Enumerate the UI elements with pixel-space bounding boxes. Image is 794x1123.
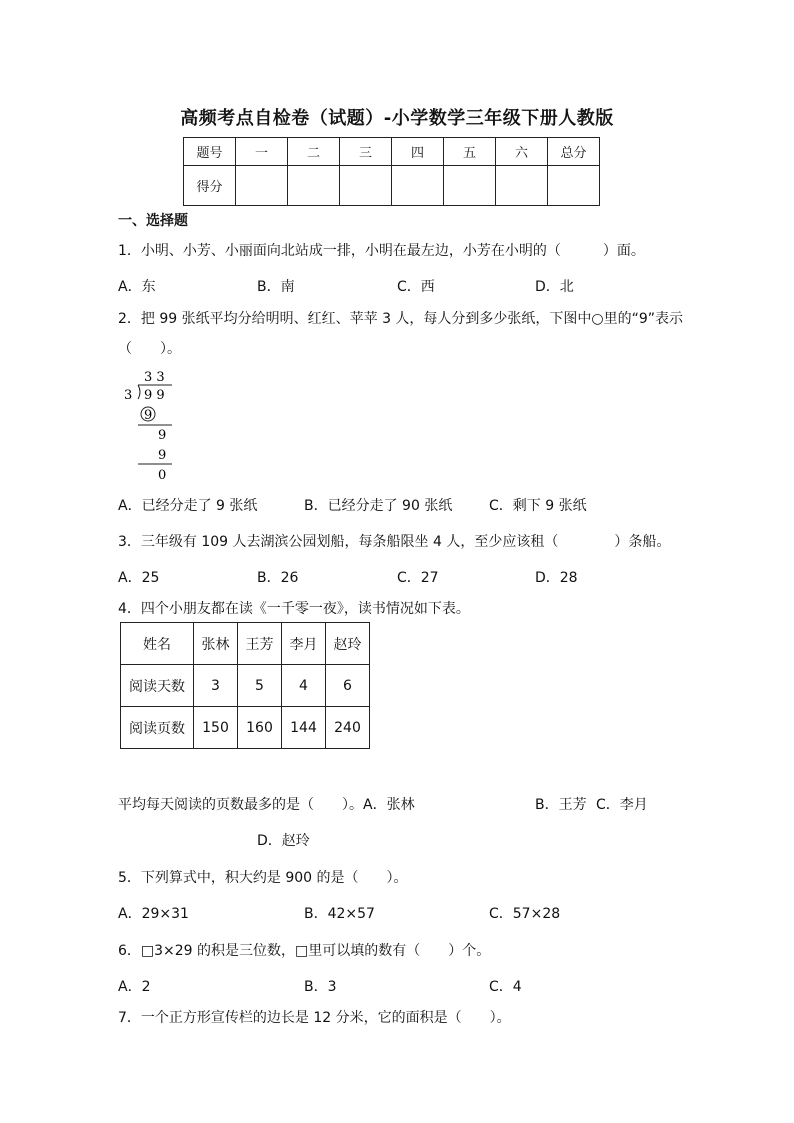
q3-option-d: D．28: [535, 570, 578, 586]
division-divisor: 3: [124, 388, 133, 403]
q5-option-a: A．29×31: [118, 906, 189, 922]
reading-table-header: [121, 623, 370, 665]
score-blank-cell: [444, 166, 496, 206]
reading-cell: 6: [326, 665, 370, 707]
reading-header-cell: 赵玲: [326, 623, 370, 665]
score-blank-cell: [340, 166, 392, 206]
division-step-2: 9: [158, 428, 167, 443]
q6-option-c: C．4: [489, 979, 522, 995]
reading-cell: 240: [326, 707, 370, 749]
division-step-3: 9: [158, 448, 167, 463]
q3-option-b: B．26: [257, 570, 299, 586]
q2-option-b: B．已经分走了 90 张纸: [304, 498, 453, 514]
q1-option-b: B．南: [257, 279, 295, 295]
score-blank-cell: [236, 166, 288, 206]
reading-header-cell: 姓名: [121, 623, 194, 665]
q2-option-c: C．剩下 9 张纸: [489, 498, 587, 514]
q6-option-b: B．3: [304, 979, 337, 995]
reading-cell: 160: [238, 707, 282, 749]
score-row-label: 得分: [184, 166, 236, 206]
q3-option-a: A．25: [118, 570, 160, 586]
score-blank-cell: [548, 166, 600, 206]
q1-option-d: D．北: [535, 279, 574, 295]
table-row: [121, 665, 370, 707]
reading-header-cell: 张林: [194, 623, 238, 665]
division-remainder: 0: [158, 468, 167, 483]
question-7-text: 7．一个正方形宣传栏的边长是 12 分米，它的面积是（ ）。: [118, 1010, 511, 1026]
q4-option-b: B．王芳: [535, 797, 587, 813]
q6-option-a: A．2: [118, 979, 151, 995]
q2-option-a: A．已经分走了 9 张纸: [118, 498, 258, 514]
reading-row-label: 阅读页数: [121, 707, 194, 749]
score-table: [183, 137, 600, 206]
score-header-cell: 四: [392, 138, 444, 166]
division-quotient: 3 3: [144, 370, 165, 385]
q5-option-b: B．42×57: [304, 906, 375, 922]
score-header-row: [184, 138, 600, 166]
reading-header-cell: 李月: [282, 623, 326, 665]
question-6-text: 6．□3×29 的积是三位数，□里可以填的数有（ ）个。: [118, 943, 491, 959]
table-row: [121, 707, 370, 749]
score-value-row: [184, 166, 600, 206]
question-3-text: 3．三年级有 109 人去湖滨公园划船，每条船限坐 4 人，至少应该租（ ）条船。: [118, 534, 671, 550]
score-blank-cell: [392, 166, 444, 206]
q1-option-c: C．西: [397, 279, 435, 295]
question-5-text: 5．下列算式中，积大约是 900 的是（ ）。: [118, 870, 408, 886]
section-heading: 一、选择题: [118, 213, 188, 229]
division-bracket: [138, 385, 140, 399]
q4-option-c: C．李月: [596, 797, 648, 813]
question-2-text-cont: （ ）。: [118, 341, 181, 357]
score-header-cell: 题号: [184, 138, 236, 166]
reading-cell: 144: [282, 707, 326, 749]
score-header-cell: 一: [236, 138, 288, 166]
reading-row-label: 阅读天数: [121, 665, 194, 707]
question-2-text: 2．把 99 张纸平均分给明明、红红、苹苹 3 人，每人分到多少张纸，下图中○里的“9”表示: [118, 311, 684, 327]
long-division-figure: [118, 367, 188, 483]
question-4-text: 4．四个小朋友都在读《一千零一夜》，读书情况如下表。: [118, 601, 470, 617]
division-circled-digit: 9: [144, 408, 153, 423]
reading-cell: 5: [238, 665, 282, 707]
score-header-cell: 五: [444, 138, 496, 166]
q3-option-c: C．27: [397, 570, 439, 586]
score-header-cell: 总分: [548, 138, 600, 166]
division-dividend: 9 9: [144, 388, 165, 403]
q1-option-a: A．东: [118, 279, 156, 295]
score-blank-cell: [496, 166, 548, 206]
score-header-cell: 六: [496, 138, 548, 166]
score-blank-cell: [288, 166, 340, 206]
page-title: 高频考点自检卷（试题）-小学数学三年级下册人教版: [180, 108, 614, 129]
question-4-prompt: 平均每天阅读的页数最多的是（ ）。A．张林: [118, 797, 415, 813]
reading-table: [120, 622, 370, 749]
score-header-cell: 三: [340, 138, 392, 166]
reading-cell: 3: [194, 665, 238, 707]
question-1-text: 1．小明、小芳、小丽面向北站成一排，小明在最左边，小芳在小明的（ ）面。: [118, 243, 645, 259]
score-header-cell: 二: [288, 138, 340, 166]
q5-option-c: C．57×28: [489, 906, 561, 922]
reading-cell: 150: [194, 707, 238, 749]
reading-cell: 4: [282, 665, 326, 707]
reading-header-cell: 王芳: [238, 623, 282, 665]
q4-option-d: D．赵玲: [257, 833, 310, 849]
